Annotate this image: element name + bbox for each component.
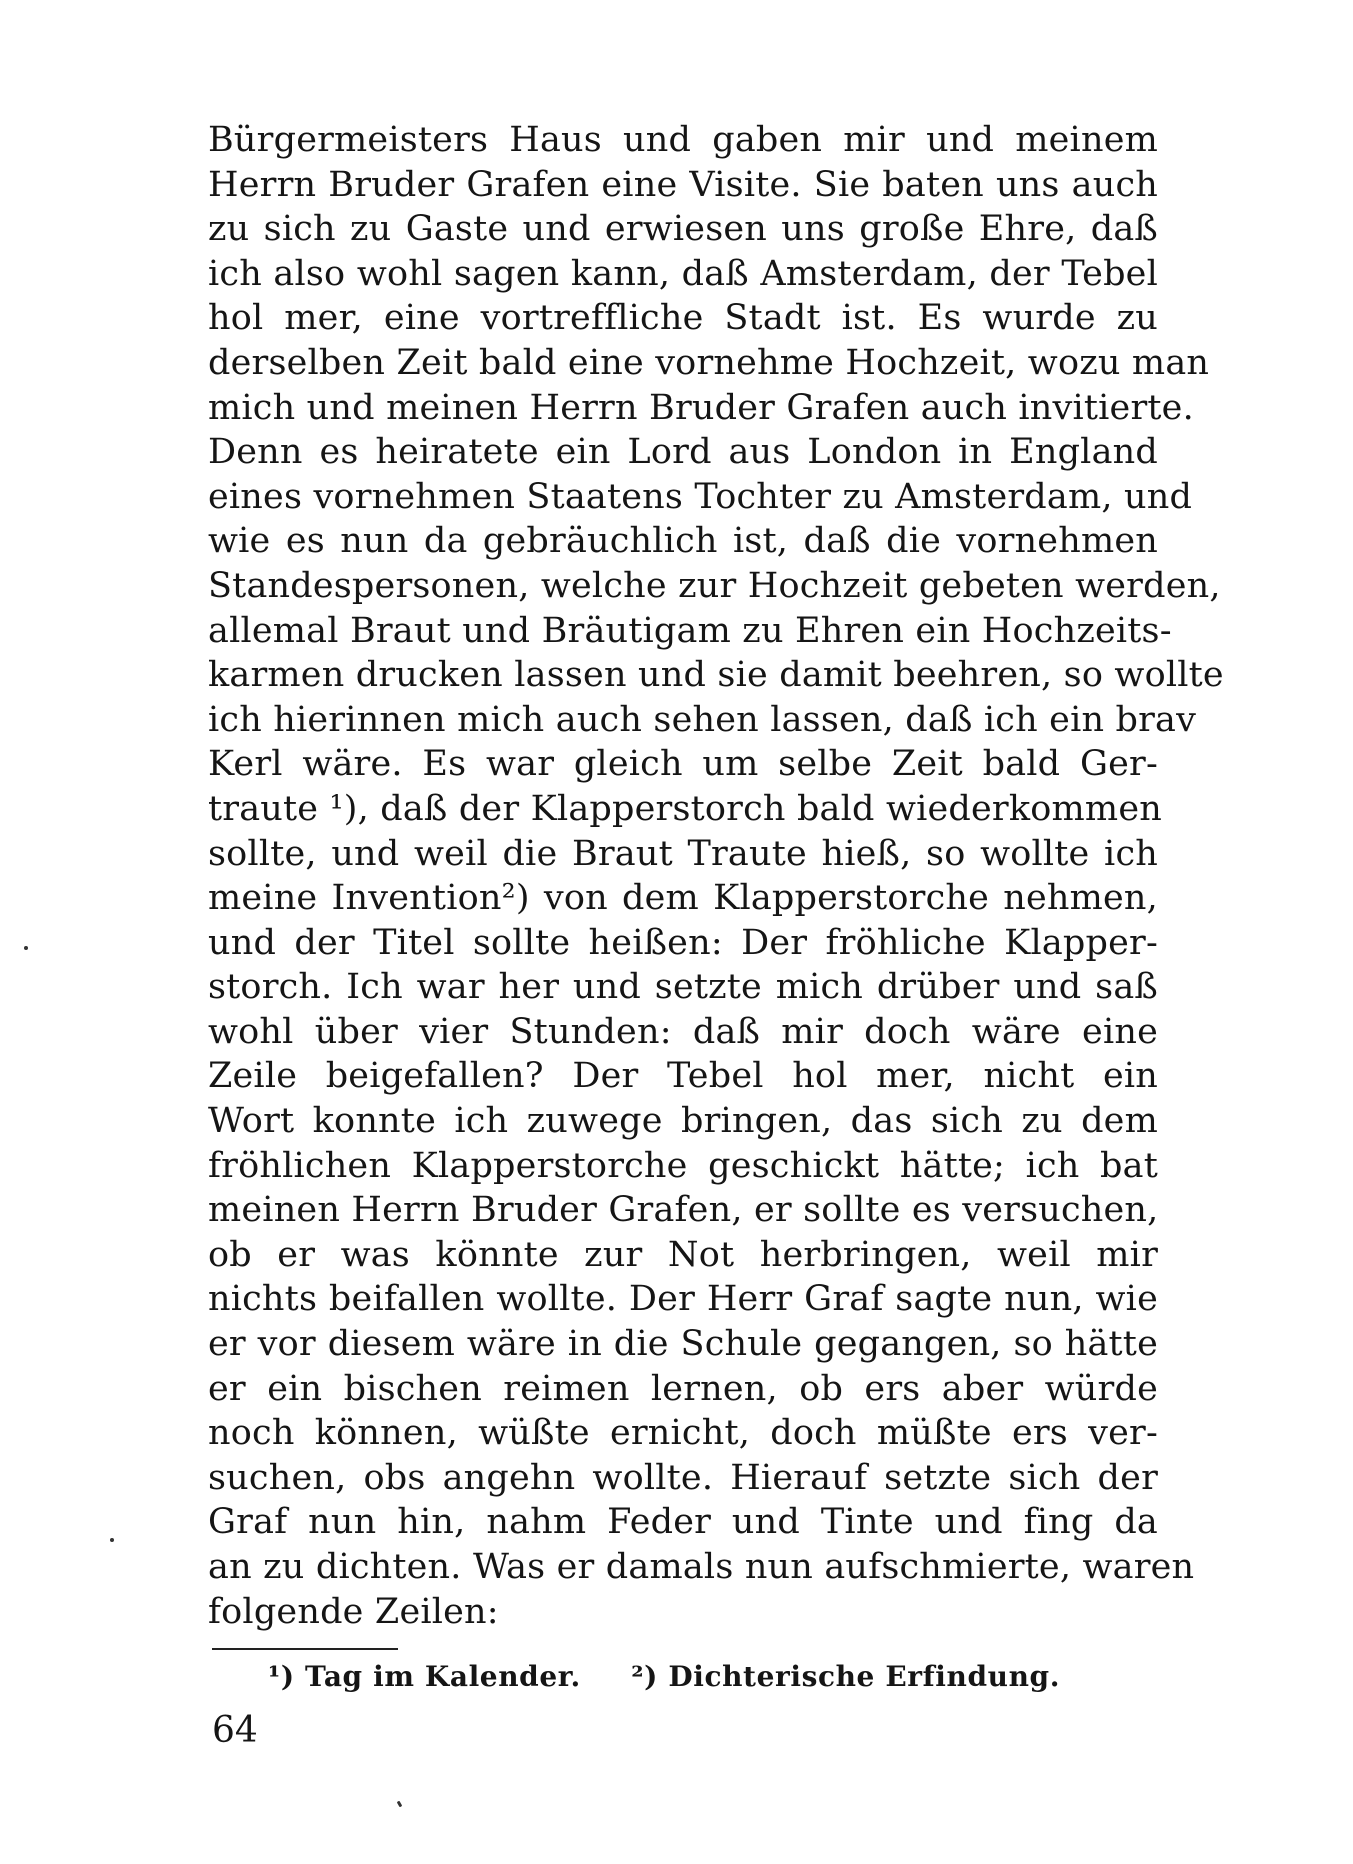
text-line: mich und meinen Herrn Bruder Grafen auch invitierte. [208,387,1194,428]
text-line: Bürgermeisters Haus und gaben mir und meinem [208,120,1158,160]
text-line: fröhlichen Klapperstorche geschickt hätte; ich bat [208,1145,1158,1186]
text-line: karmen drucken lassen und sie damit beehren, so wollte [208,655,1224,696]
text-line: ob er was könnte zur Not herbringen, weil mir [208,1234,1158,1275]
text-line: wie es nun da gebräuchlich ist, daß die vornehmen [208,521,1158,562]
text-line: Wort konnte ich zuwege bringen, das sich zu dem [208,1101,1158,1142]
text-line: suchen, obs angehn wollte. Hierauf setzte sich der [208,1457,1158,1498]
print-speck [110,1538,114,1542]
text-line: Herrn Bruder Grafen eine Visite. Sie baten uns auch [208,164,1158,205]
text-line: zu sich zu Gaste und erwiesen uns große Ehre, daß [208,209,1158,250]
text-line: ich hierinnen mich auch sehen lassen, daß ich ein brav [208,699,1197,740]
footnote-divider [212,1648,398,1650]
text-line: eines vornehmen Staatens Tochter zu Amsterdam, und [208,476,1193,517]
text-line: Standespersonen, welche zur Hochzeit gebeten werden, [208,565,1221,606]
text-line: er ein bischen reimen lernen, ob ers aber würde [208,1368,1158,1409]
footnote-2: ²) Dichterische Erfindung. [631,1660,1061,1693]
text-line-last: folgende Zeilen: [208,1591,499,1632]
text-line: storch. Ich war her und setzte mich drüber und saß [208,967,1158,1008]
text-line: Graf nun hin, nahm Feder und Tinte und fing da [208,1502,1158,1543]
body-text [208,118,1224,1634]
text-line: traute ¹), daß der Klapperstorch bald wiederkommen [208,788,1162,829]
text-line: allemal Braut und Bräutigam zu Ehren ein Hochzeits- [208,610,1172,651]
print-speck [24,946,28,950]
text-line: und der Titel sollte heißen: Der fröhliche Klapper- [208,922,1158,963]
footnotes [268,1660,1060,1693]
footnote-1: ¹) Tag im Kalender. [268,1660,581,1693]
text-line: derselben Zeit bald eine vornehme Hochzeit, wozu man [208,342,1210,383]
text-line: meinen Herrn Bruder Grafen, er sollte es versuchen, [208,1190,1159,1231]
text-line: meine Invention²) von dem Klapperstorche nehmen, [208,878,1158,919]
text-line: nichts beifallen wollte. Der Herr Graf sagte nun, wie [208,1279,1158,1320]
text-line: er vor diesem wäre in die Schule gegangen, so hätte [208,1324,1158,1365]
page-number: 64 [212,1710,258,1751]
text-line: Denn es heiratete ein Lord aus London in England [208,432,1158,473]
text-line: Zeile beigefallen? Der Tebel hol mer, nicht ein [208,1056,1158,1097]
text-line: hol mer, eine vortreffliche Stadt ist. Es wurde zu [208,298,1158,339]
text-line: an zu dichten. Was er damals nun aufschmierte, waren [208,1547,1195,1587]
text-line: wohl über vier Stunden: daß mir doch wäre eine [208,1011,1158,1052]
print-speck [397,1801,403,1808]
text-line: ich also wohl sagen kann, daß Amsterdam, der Tebel [208,253,1158,294]
text-line: noch können, wüßte ernicht, doch müßte ers ver- [208,1413,1158,1454]
text-line: Kerl wäre. Es war gleich um selbe Zeit bald Ger- [208,744,1158,785]
text-line: sollte, und weil die Braut Traute hieß, so wollte ich [208,833,1158,874]
